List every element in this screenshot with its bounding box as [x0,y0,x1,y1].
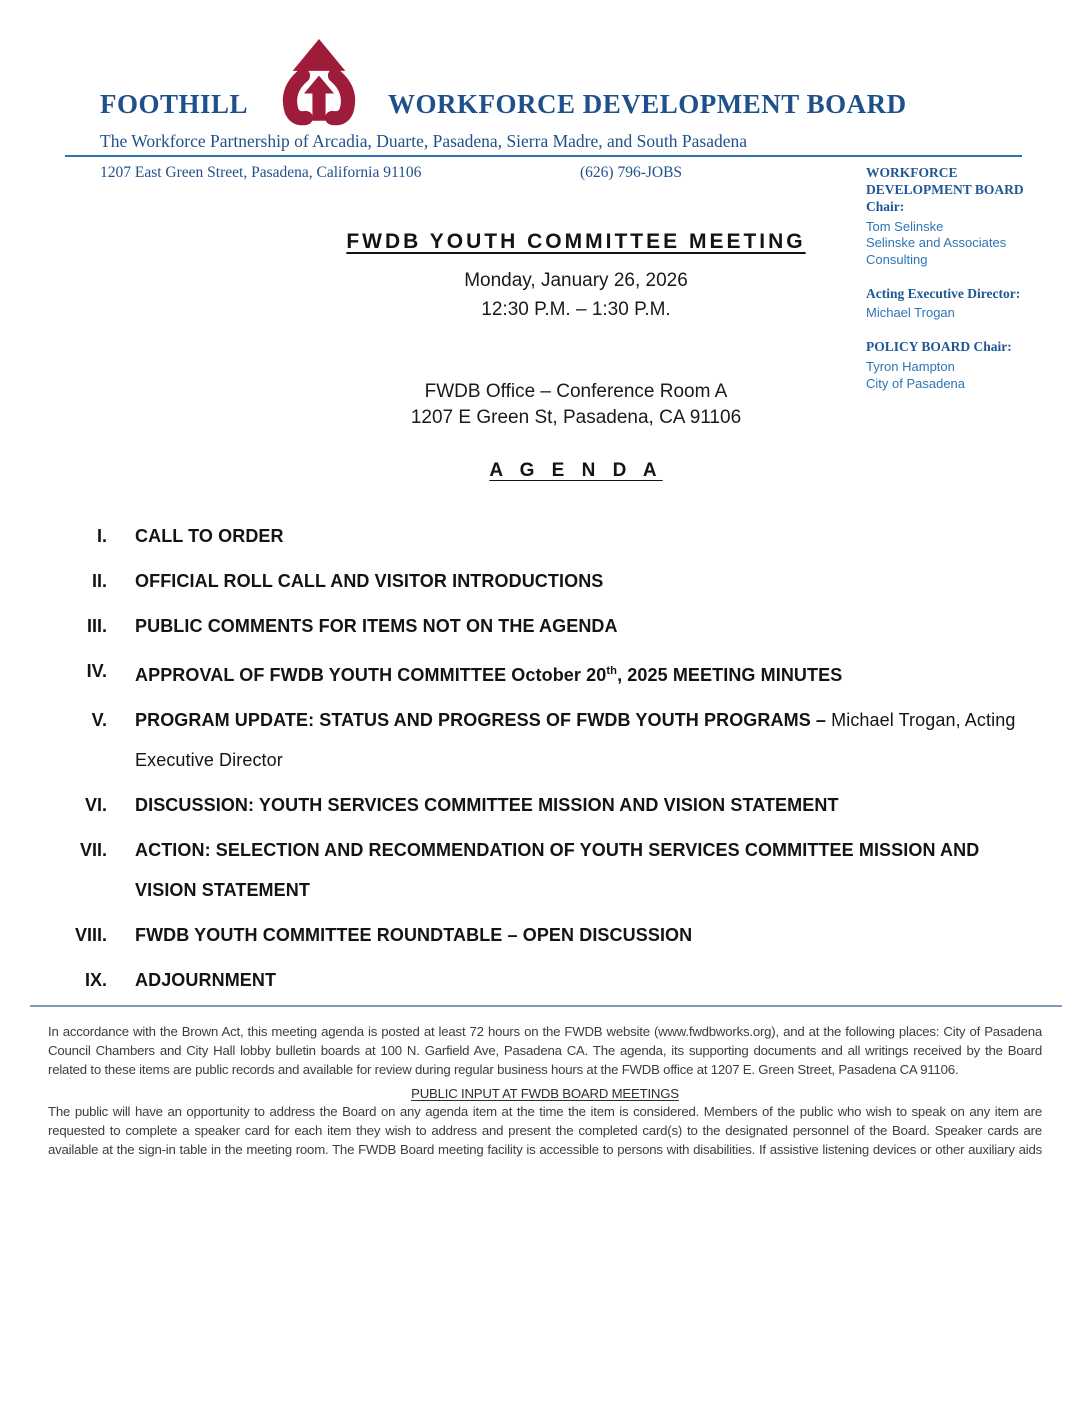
agenda-item-label: PUBLIC COMMENTS FOR ITEMS NOT ON THE AGENDA [135,616,618,636]
officer-name: Michael Trogan [866,305,955,321]
meeting-location-room: FWDB Office – Conference Room A [424,381,728,402]
agenda-item-9 [60,960,1038,1000]
agenda-item-presenter: Michael Trogan, Acting Executive Director [135,710,1016,770]
public-input-heading: PUBLIC INPUT AT FWDB BOARD MEETINGS [411,1086,679,1101]
agenda-item-4 [60,651,1038,695]
officer-org: City of Pasadena [866,375,966,391]
org-tagline: The Workforce Partnership of Arcadia, Duarte, Pasadena, Sierra Madre, and South Pasadena [100,131,748,151]
agenda-numeral: IX. [84,970,107,990]
agenda-item-label: DISCUSSION: YOUTH SERVICES COMMITTEE MISSION AND VISION STATEMENT [135,795,839,815]
agenda-item-6 [60,785,1038,825]
footer-divider [30,1005,1062,1007]
meeting-location-address: 1207 E Green St, Pasadena, CA 91106 [410,407,742,429]
agenda-item-label: CALL TO ORDER [135,526,284,546]
agenda-item-8 [60,915,1038,955]
agenda-numeral: III. [86,616,107,636]
agenda-list [60,516,1038,1005]
agenda-item-5 [60,700,1038,780]
meeting-info [96,230,1056,482]
agenda-item-label: ACTION: SELECTION AND RECOMMENDATION OF YOUTH SERVICES COMMITTEE MISSION AND VISION STATEMENT [135,840,980,900]
agenda-item-7 [60,830,1038,910]
agenda-item-label-cont: , 2025 MEETING MINUTES [617,665,843,685]
agenda-numeral: VIII. [74,925,107,945]
agenda-item-label: APPROVAL OF FWDB YOUTH COMMITTEE October 20 [135,665,607,685]
agenda-numeral: VI. [84,795,107,815]
meeting-title: FWDB YOUTH COMMITTEE MEETING [346,230,806,253]
agenda-item-label: PROGRAM UPDATE: STATUS AND PROGRESS OF FWDB YOUTH PROGRAMS – [135,710,832,730]
public-input-notice: The public will have an opportunity to address the Board on any agenda item at the time the item is considered. Members of the public who wish to speak on any item are requested to complete a speaker card for each item they wish to address and present the completed card(s) to the designated personnel of the Board. Speaker cards are available at the sign-in table in the meeting room. The FWDB Board meeting facility is accessible to persons with disabilities. If assistive listening devices or other auxiliary aids [48,1104,1042,1157]
three-arrows-triangle-icon [260,38,378,132]
agenda-numeral: V. [91,710,107,730]
agenda-numeral: I. [96,526,107,546]
agenda-item-1 [60,516,1038,556]
agenda-numeral: VII. [79,840,107,860]
officer-name: Tyron Hampton [866,358,955,374]
officer-org: Selinske and Associates Consulting [866,235,1007,267]
org-name-left: FOOTHILL [100,89,249,119]
agenda-item-label: FWDB YOUTH COMMITTEE ROUNDTABLE – OPEN DISCUSSION [135,925,693,945]
officer-title: Acting Executive Director: [866,285,1021,301]
ordinal-suffix: th [606,665,618,677]
meeting-date: Monday, January 26, 2026 [464,270,688,291]
org-phone: (626) 796-JOBS [580,164,683,181]
meeting-datetime [96,267,1056,324]
org-address: 1207 East Green Street, Pasadena, California 91106 [100,164,422,181]
agenda-heading: A G E N D A [489,460,663,482]
footer-notices [48,1022,1042,1159]
org-header [100,38,907,126]
header-divider [65,155,1022,157]
officer-title: WORKFORCE DEVELOPMENT BOARD Chair: [866,165,1024,214]
officer-title: POLICY BOARD Chair: [866,339,1012,354]
agenda-item-label: ADJOURNMENT [135,970,277,990]
agenda-item-2 [60,561,1038,601]
brown-act-notice: In accordance with the Brown Act, this meeting agenda is posted at least 72 hours on the FWDB website (www.fwdbworks.org), and at the following places: City of Pasadena Council Chambers and City Hall lobby bulletin boards at 100 N. Garfield Ave, Pasadena CA. The agenda, its supporting documents and all writings received by the Board related to these items are public records and available for review during regular business hours at the FWDB office at 1207 E. Green Street, Pasadena CA 91106. [48,1024,1042,1077]
officer-name: Tom Selinske [866,218,944,234]
meeting-time: 12:30 P.M. – 1:30 P.M. [481,298,671,320]
agenda-item-label: OFFICIAL ROLL CALL AND VISITOR INTRODUCTIONS [135,571,604,591]
agenda-numeral: II. [91,571,107,591]
agenda-item-3 [60,606,1038,646]
agenda-numeral: IV. [86,661,107,681]
meeting-location [96,379,1056,431]
org-name-right: WORKFORCE DEVELOPMENT BOARD [388,89,907,119]
